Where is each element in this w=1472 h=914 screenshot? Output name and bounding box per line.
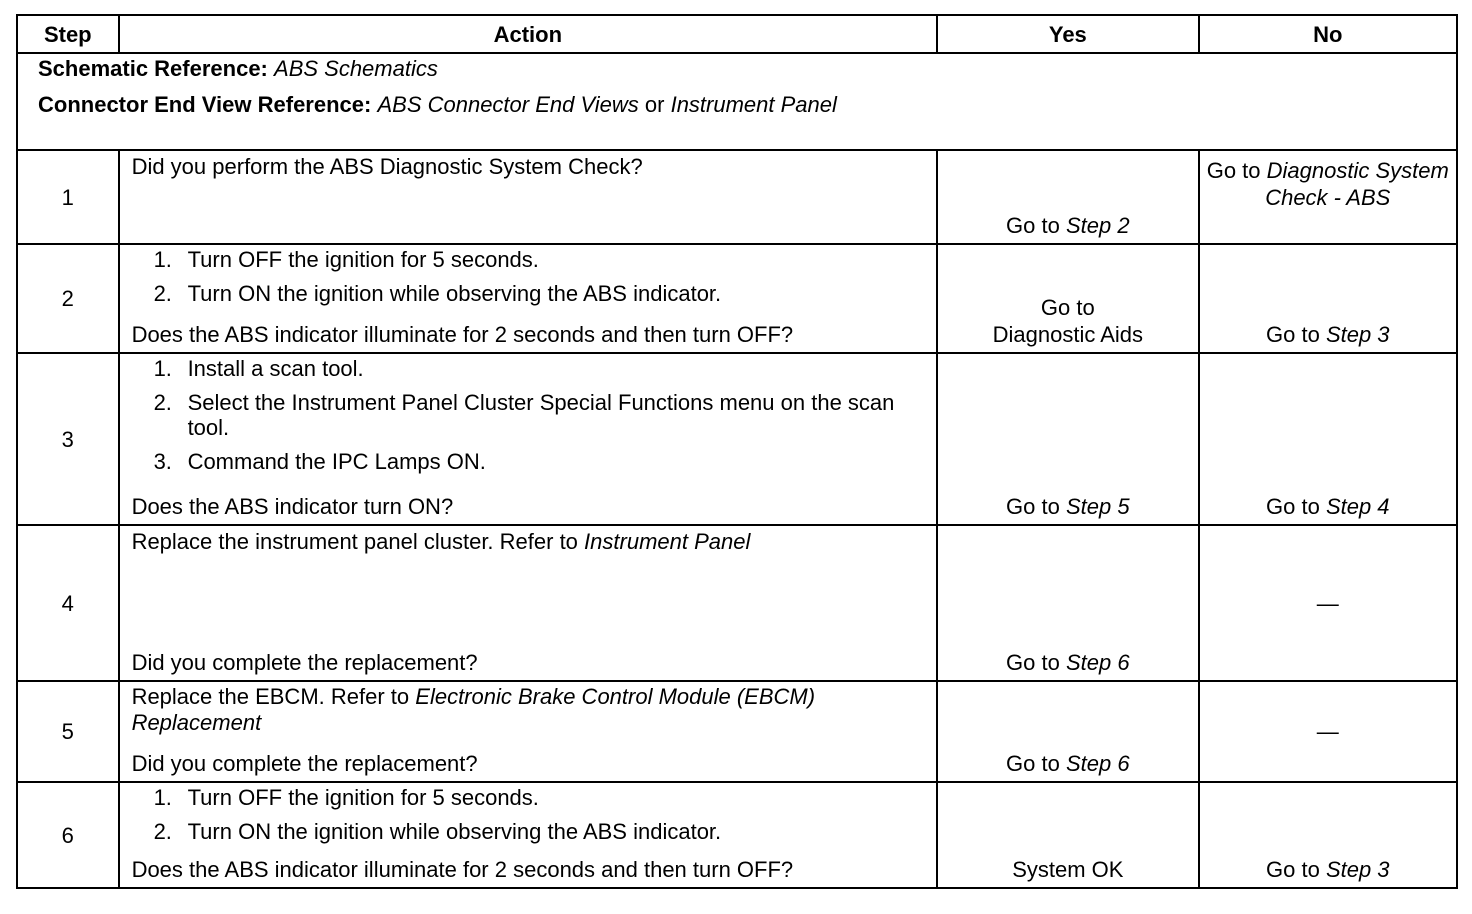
- list-item: [132, 281, 927, 306]
- schematic-reference: [38, 56, 1456, 82]
- no-dash: —: [1316, 719, 1339, 744]
- yes-cell: [937, 244, 1198, 353]
- action-text-prefix: Replace the EBCM. Refer to: [131, 684, 410, 709]
- no-prefix: Go to: [1266, 857, 1320, 882]
- list-item: [132, 390, 927, 440]
- yes-link[interactable]: Step 6: [1065, 650, 1130, 675]
- header-yes: Yes: [937, 15, 1198, 53]
- table-row: [17, 782, 1457, 888]
- item-number: 1.: [153, 247, 172, 272]
- item-number: 2.: [153, 281, 172, 306]
- no-cell: [1199, 150, 1457, 244]
- action-question: Did you complete the replacement?: [131, 650, 478, 675]
- no-prefix: Go to: [1266, 494, 1320, 519]
- yes-prefix: Go to: [1040, 295, 1095, 320]
- list-item: [132, 356, 927, 381]
- item-text: Turn ON the ignition while observing the ABS indicator.: [187, 281, 722, 306]
- schematic-reference-link[interactable]: ABS Schematics: [274, 56, 438, 81]
- action-question: Does the ABS indicator illuminate for 2 seconds and then turn OFF?: [131, 322, 794, 347]
- header-action: Action: [119, 15, 938, 53]
- action-cell: [119, 353, 938, 525]
- no-link[interactable]: Step 3: [1325, 322, 1390, 347]
- action-cell: [119, 782, 938, 888]
- yes-cell: [937, 681, 1198, 782]
- connector-or-text: or: [644, 92, 665, 117]
- item-text: Turn OFF the ignition for 5 seconds.: [187, 247, 539, 272]
- list-item: [132, 819, 927, 844]
- action-question: Did you complete the replacement?: [131, 751, 478, 776]
- table-row: [17, 525, 1457, 681]
- no-dash: —: [1316, 590, 1339, 616]
- no-prefix: Go to: [1266, 322, 1320, 347]
- item-number: 1.: [153, 785, 172, 810]
- table-header-row: [17, 15, 1457, 53]
- no-prefix: Go to: [1206, 158, 1261, 183]
- action-text: [132, 528, 927, 555]
- action-cell: [119, 525, 938, 681]
- ebcm-replacement-link[interactable]: Electronic Brake Control Module (EBCM) Replacement: [131, 684, 816, 735]
- list-item: [132, 247, 927, 272]
- yes-prefix: Go to: [1006, 494, 1060, 519]
- action-question: Did you perform the ABS Diagnostic System Check?: [131, 154, 643, 179]
- item-number: 1.: [153, 356, 172, 381]
- diagnostic-table-sheet: [16, 14, 1458, 889]
- item-text: Select the Instrument Panel Cluster Special Functions menu on the scan tool.: [187, 390, 895, 440]
- instrument-panel-link[interactable]: Instrument Panel: [670, 92, 837, 117]
- item-text: Turn ON the ignition while observing the ABS indicator.: [187, 819, 722, 844]
- schematic-reference-label: Schematic Reference:: [38, 56, 268, 81]
- yes-link[interactable]: Diagnostic Aids: [992, 322, 1144, 347]
- header-step: Step: [17, 15, 119, 53]
- list-item: [132, 785, 927, 810]
- action-cell: [119, 681, 938, 782]
- action-text: [132, 684, 927, 736]
- action-steps-list: [132, 247, 927, 306]
- table-row: [17, 244, 1457, 353]
- diagnostic-table: [16, 14, 1458, 889]
- item-number: 2.: [153, 819, 172, 844]
- no-link[interactable]: Diagnostic System Check - ABS: [1265, 158, 1449, 210]
- item-text: Install a scan tool.: [187, 356, 364, 381]
- reference-row: [17, 53, 1457, 150]
- yes-cell: [937, 353, 1198, 525]
- step-number: 3: [17, 353, 119, 525]
- yes-prefix: Go to: [1006, 650, 1060, 675]
- action-question: Does the ABS indicator illuminate for 2 seconds and then turn OFF?: [131, 857, 794, 882]
- action-steps-list: [132, 785, 927, 844]
- step-number: 2: [17, 244, 119, 353]
- step-number: 6: [17, 782, 119, 888]
- no-cell: [1199, 353, 1457, 525]
- action-cell: [119, 244, 938, 353]
- system-ok-text: System OK: [1012, 857, 1124, 882]
- header-no: No: [1199, 15, 1457, 53]
- action-text-prefix: Replace the instrument panel cluster. Refer to: [131, 529, 578, 554]
- no-cell: [1199, 681, 1457, 782]
- no-link[interactable]: Step 4: [1325, 494, 1390, 519]
- no-cell: [1199, 244, 1457, 353]
- item-text: Turn OFF the ignition for 5 seconds.: [187, 785, 539, 810]
- no-cell: [1199, 525, 1457, 681]
- yes-cell: [937, 782, 1198, 888]
- yes-cell: [937, 150, 1198, 244]
- table-row: [17, 150, 1457, 244]
- action-question: Does the ABS indicator turn ON?: [131, 494, 454, 519]
- item-number: 3.: [153, 449, 172, 474]
- yes-prefix: Go to: [1006, 751, 1060, 776]
- table-row: [17, 353, 1457, 525]
- reference-cell: [17, 53, 1457, 150]
- instrument-panel-link[interactable]: Instrument Panel: [584, 529, 751, 554]
- step-number: 5: [17, 681, 119, 782]
- action-cell: [119, 150, 938, 244]
- connector-reference: [38, 92, 1456, 118]
- list-item: [132, 449, 927, 474]
- yes-cell: [937, 525, 1198, 681]
- connector-reference-label: Connector End View Reference:: [38, 92, 372, 117]
- yes-link[interactable]: Step 2: [1065, 213, 1130, 238]
- yes-link[interactable]: Step 5: [1065, 494, 1130, 519]
- yes-link[interactable]: Step 6: [1065, 751, 1130, 776]
- item-text: Command the IPC Lamps ON.: [187, 449, 486, 474]
- step-number: 1: [17, 150, 119, 244]
- step-number: 4: [17, 525, 119, 681]
- table-row: [17, 681, 1457, 782]
- action-steps-list: [132, 356, 927, 474]
- yes-prefix: Go to: [1006, 213, 1060, 238]
- no-cell: [1199, 782, 1457, 888]
- item-number: 2.: [153, 390, 172, 415]
- no-link[interactable]: Step 3: [1325, 857, 1390, 882]
- connector-end-views-link[interactable]: ABS Connector End Views: [377, 92, 639, 117]
